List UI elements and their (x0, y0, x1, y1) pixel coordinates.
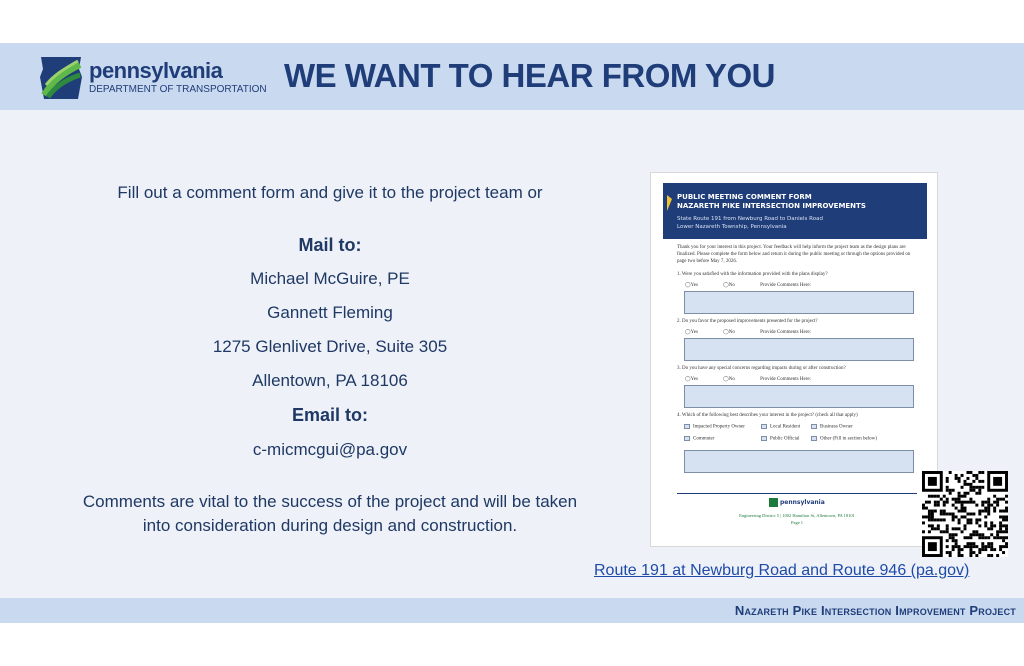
form-options-2 (685, 329, 823, 335)
header-band (0, 43, 1024, 110)
keystone-logo-icon (769, 498, 778, 507)
comment-box-2 (684, 338, 914, 361)
interest-label: Business Owner (820, 424, 853, 430)
form-footer (677, 512, 917, 526)
logo-wordmark: pennsylvania (89, 58, 223, 83)
form-footer-address: Engineering District 5 | 1002 Hamilton St, Allentown, PA 18101 (739, 513, 855, 518)
form-question-3: 3. Do you have any special concerns regarding impacts during or after construction? (677, 366, 846, 371)
mail-label: Mail to: (298, 235, 362, 255)
form-question-4: 4. Which of the following best describes your interest in the project? (check all that apply) (677, 413, 858, 418)
keystone-logo-icon (38, 55, 84, 101)
no-label: No (728, 330, 735, 335)
yes-option: ◯Yes (685, 377, 698, 382)
project-page-link[interactable]: Route 191 at Newburg Road and Route 946 (pa.gov) (594, 562, 970, 579)
comments-note (40, 490, 620, 538)
interest-label: Public Official (770, 436, 800, 442)
form-options-3 (685, 376, 823, 382)
no-label: No (728, 283, 735, 288)
address-line-name: Michael McGuire, PE (250, 269, 410, 288)
form-subtitle-line1: State Route 191 from Newburg Road to Daniels Road (677, 216, 823, 222)
form-intro: Thank you for your interest in this project. Your feedback will help inform the project team as the design plans are finalized. Please complete the form below and return it during the public meeting or through the options provided on page two before May 7, 2026. (677, 245, 911, 264)
interest-label: Local Resident (770, 424, 801, 430)
comments-label: Provide Comments Here: (760, 377, 811, 382)
yes-option: ◯Yes (685, 283, 698, 288)
interest-option (761, 424, 800, 430)
footer-band (0, 598, 1024, 623)
comment-form-preview (650, 172, 938, 547)
email-address: c-micmcgui@pa.gov (252, 440, 408, 459)
form-question-2: 2. Do you favor the proposed improvements presented for the project? (677, 319, 818, 324)
project-name: Nazareth Pike Intersection Improvement Project (734, 603, 1016, 618)
comments-note-line1: Comments are vital to the success of the project and will be taken (82, 492, 578, 511)
interest-option (684, 436, 714, 442)
form-subtitle-line2: Lower Nazareth Township, Pennsylvania (677, 224, 787, 230)
intro-text: Fill out a comment form and give it to the project team or (117, 183, 543, 202)
no-label: No (728, 377, 735, 382)
comment-box-1 (684, 291, 914, 314)
comments-note-line2: into consideration during design and construction. (142, 516, 518, 535)
form-title (677, 193, 866, 211)
form-title-line2: NAZARETH PIKE INTERSECTION IMPROVEMENTS (677, 202, 866, 210)
divider (677, 493, 917, 494)
interest-option (811, 436, 877, 442)
form-options-1 (685, 282, 823, 288)
interest-option (811, 424, 853, 430)
penndot-logo (38, 55, 267, 101)
form-footer-page: Page 1 (790, 520, 804, 525)
yes-label: Yes (690, 283, 698, 288)
address-line-street: 1275 Glenlivet Drive, Suite 305 (212, 337, 448, 356)
interest-label: Commuter (693, 436, 715, 442)
yes-option: ◯Yes (685, 330, 698, 335)
page-title: WE WANT TO HEAR FROM YOU (284, 57, 775, 94)
flag-icon (667, 195, 672, 211)
yes-label: Yes (690, 330, 698, 335)
no-option: ◯No (723, 377, 735, 382)
no-option: ◯No (723, 330, 735, 335)
slide (0, 43, 1024, 623)
interest-option (684, 424, 745, 430)
form-question-1: 1. Were you satisfied with the information provided with the plans display? (677, 272, 828, 277)
interest-label: Other (Fill in section below) (820, 436, 877, 442)
comment-box-3 (684, 385, 914, 408)
qr-code-icon[interactable] (922, 471, 1008, 557)
no-option: ◯No (723, 283, 735, 288)
comments-label: Provide Comments Here: (760, 283, 811, 288)
comment-box-4 (684, 450, 914, 473)
form-footer-logo (769, 498, 825, 507)
address-line-city: Allentown, PA 18106 (252, 371, 408, 390)
interest-label: Impacted Property Owner (693, 424, 745, 430)
yes-label: Yes (690, 377, 698, 382)
email-label: Email to: (291, 405, 368, 425)
address-line-company: Gannett Fleming (267, 303, 393, 322)
form-footer-wordmark: pennsylvania (780, 499, 825, 506)
form-subtitle (677, 215, 823, 231)
form-header (663, 183, 927, 239)
form-title-line1: PUBLIC MEETING COMMENT FORM (677, 193, 812, 201)
interest-option (761, 436, 800, 442)
logo-department: DEPARTMENT OF TRANSPORTATION (89, 84, 267, 95)
comments-label: Provide Comments Here: (760, 330, 811, 335)
